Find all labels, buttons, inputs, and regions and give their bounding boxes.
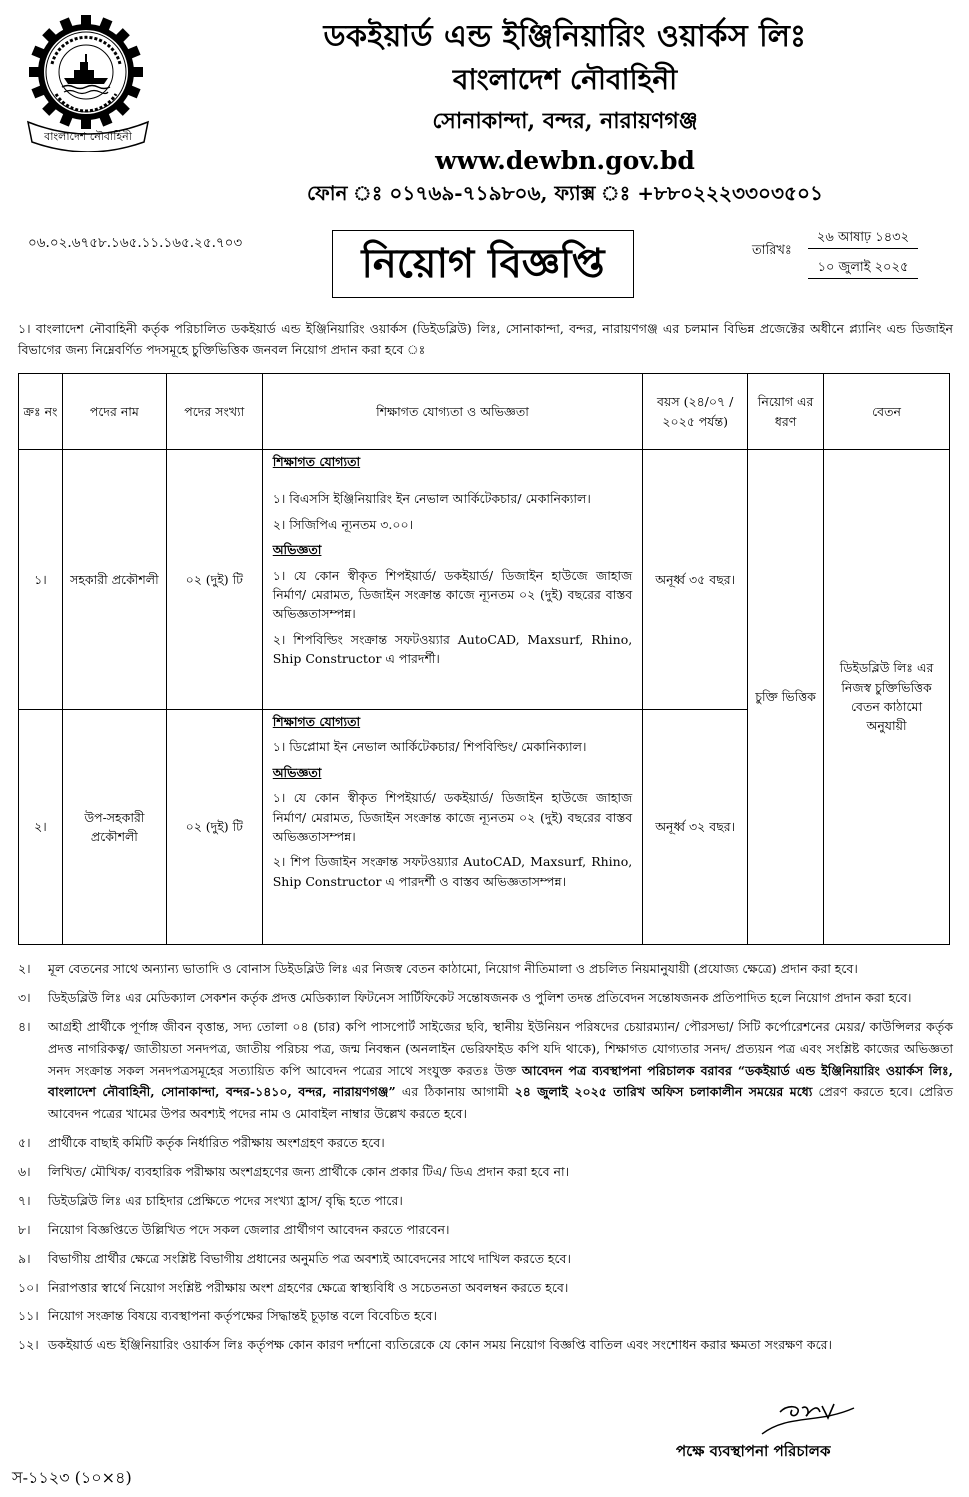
logo-banner-text: বাংলাদেশ নৌবাহিনী	[44, 130, 132, 143]
note-number: ১০।	[18, 1279, 39, 1295]
list-item	[18, 1305, 953, 1327]
note-text-part: এর ঠিকানায় আগামী	[401, 1084, 509, 1100]
header-appointment-type: নিয়োগ এর ধরণ	[748, 374, 824, 450]
row-qualification	[262, 710, 643, 945]
table-row	[19, 450, 950, 710]
education-heading: শিক্ষাগত যোগ্যতা	[272, 454, 361, 469]
job-positions-table	[18, 373, 950, 945]
note-text: নিয়োগ সংক্রান্ত বিষয়ে ব্যবস্থাপনা কর্তৃপক্ষের সিদ্ধান্তই চূড়ান্ত বলে বিবেচিত হবে।	[48, 1308, 437, 1324]
education-item: ১। ডিপ্লোমা ইন নেভাল আর্কিটেকচার/ শিপবিল্ডিং/ মেকানিক্যাল।	[272, 739, 587, 755]
note-text: ডিইডব্লিউ লিঃ এর মেডিক্যাল সেকশন কর্তৃক প্রদত্ত মেডিক্যাল ফিটনেস সার্টিফিকেট সন্তোষজনক ও পুলিশ তদন্ত প্রতিবেদন সন্তোষজনক প্রতিপাদিত হলে নিয়োগ প্রদান করা হবে।	[48, 989, 912, 1005]
note-text-application	[48, 1016, 953, 1125]
header-serial: ক্রঃ নং	[19, 374, 63, 450]
list-item	[18, 1132, 953, 1154]
row-age: অনূর্ধ্ব ৩৫ বছর।	[643, 450, 748, 710]
experience-item: ২। শিপ ডিজাইন সংক্রান্ত সফটওয়্যার AutoCAD, Maxsurf, Rhino, Ship Constructor এ পারদর্শী ও বাস্তব অভিজ্ঞতাসম্পন্ন।	[272, 854, 633, 889]
note-number: ২।	[18, 961, 31, 976]
header-post-name: পদের নাম	[62, 374, 166, 450]
list-item	[18, 1161, 953, 1183]
note-text-part: আগ্রহী প্রার্থীকে পূর্ণাঙ্গ জীবন বৃত্তান্ত, সদ্য তোলা ০৪ (চার) কপি পাসপোর্ট সাইজের ছবি, স্থানীয় ইউনিয়ন পরিষদের চেয়ারম্যান/ পৌরসভা/ সিটি কর্পোরেশনের মেয়র/ কাউন্সিলর কর্তৃক প্রদত্ত নাগরিকত্ব/ জাতীয়তা সনদপত্র, জাতীয় পরিচয় পত্র, জন্ম নিবন্ধন (অনলাইন ভেরিফাইড কপি যদি থাকে), শিক্ষাগত যোগ্যতার সনদ/ প্রত্যয়ন পত্র এবং সংশ্লিষ্ট কাজের অভিজ্ঞতা সনদ সংক্রান্ত সকল সনদপত্রসমূহের সত্যায়িত কপি আবেদন পত্রের সাথে সংযুক্ত করতঃ উক্ত	[48, 1018, 953, 1078]
signatory-title: পক্ষে ব্যবস্থাপনা পরিচালক	[676, 1442, 831, 1460]
note-number: ৯।	[18, 1250, 31, 1266]
note-text-part: প্রেরণ করতে হবে। প্রেরিত আবেদন পত্রের খামের উপর অবশ্যই পদের নাম ও মোবাইল নাম্বার উল্লেখ করতে হবে।	[48, 1084, 953, 1122]
row-serial: ১।	[19, 450, 63, 710]
list-item	[18, 958, 953, 980]
note-text: বিভাগীয় প্রার্থীর ক্ষেত্রে সংশ্লিষ্ট বিভাগীয় প্রধানের অনুমতি পত্র অবশ্যই আবেদনের সাথে দাখিল করতে হবে।	[48, 1250, 571, 1266]
education-item: ১। বিএসসি ইঞ্জিনিয়ারিং ইন নেভাল আর্কিটেকচার/ মেকানিক্যাল।	[272, 491, 591, 507]
date-label: তারিখঃ	[752, 243, 792, 258]
note-number: ১২।	[18, 1337, 39, 1353]
education-heading: শিক্ষাগত যোগ্যতা	[272, 714, 361, 729]
header-qualification: শিক্ষাগত যোগ্যতা ও অভিজ্ঞতা	[262, 374, 643, 450]
experience-heading: অভিজ্ঞতা	[272, 764, 322, 780]
note-number: ১১।	[18, 1308, 39, 1324]
website-link[interactable]: www.dewbn.gov.bd	[435, 146, 695, 175]
table-header-row	[19, 374, 950, 450]
row-post-count: ০২ (দুই) টি	[166, 710, 262, 945]
organization-address: সোনাকান্দা, বন্দর, নারায়ণগঞ্জ	[432, 108, 698, 134]
row-qualification	[262, 450, 643, 710]
experience-item: ২। শিপবিল্ডিং সংক্রান্ত সফটওয়্যার AutoCAD, Maxsurf, Rhino, Ship Constructor এ পারদর্শী।	[272, 631, 633, 666]
header-post-count: পদের সংখ্যা	[166, 374, 262, 450]
note-number: ৪।	[18, 1018, 31, 1034]
navy-name: বাংলাদেশ নৌবাহিনী	[452, 63, 678, 96]
list-item	[18, 987, 953, 1009]
list-item	[18, 1190, 953, 1212]
education-item: ২। সিজিপিএ ন্যূনতম ৩.০০।	[272, 516, 414, 532]
note-text: মূল বেতনের সাথে অন্যান্য ভাতাদি ও বোনাস ডিইডব্লিউ লিঃ এর নিজস্ব বেতন কাঠামো, নিয়োগ নীতিমালা ও প্রচলিত নিয়মানুযায়ী (প্রযোজ্য ক্ষেত্রে) প্রদান করা হবে।	[48, 961, 858, 976]
appointment-type: চুক্তি ভিত্তিক	[748, 450, 824, 945]
list-item	[18, 1277, 953, 1299]
note-text: প্রার্থীকে বাছাই কমিটি কর্তৃক নির্ধারিত পরীক্ষায় অংশগ্রহণ করতে হবে।	[48, 1135, 385, 1151]
list-item	[18, 1219, 953, 1241]
date-english: ১০ জুলাই ২০২৫	[808, 258, 918, 279]
list-item	[18, 1248, 953, 1270]
note-deadline: ২৪ জুলাই ২০২৫ তারিখ অফিস চলাকালীন সময়ের মধ্যে	[514, 1084, 813, 1100]
note-text: নিরাপত্তার স্বার্থে নিয়োগ সংশ্লিষ্ট পরীক্ষায় অংশ গ্রহণের ক্ষেত্রে স্বাস্থ্যবিধি ও সচেতনতা অবলম্বন করতে হবে।	[48, 1279, 569, 1295]
list-item	[18, 1016, 953, 1125]
note-text: লিখিত/ মৌখিক/ ব্যবহারিক পরীক্ষায় অংশগ্রহণের জন্য প্রার্থীকে কোন প্রকার টিএ/ ডিএ প্রদান করা হবে না।	[48, 1164, 570, 1179]
notice-terms-list	[18, 958, 953, 1363]
note-number: ৮।	[18, 1221, 31, 1237]
note-number: ৬।	[18, 1164, 31, 1179]
note-text: ডকইয়ার্ড এন্ড ইঞ্জিনিয়ারিং ওয়ার্কস লিঃ কর্তৃপক্ষ কোন কারণ দর্শানো ব্যতিরেকে যে কোন সময় নিয়োগ বিজ্ঞপ্তি বাতিল এবং সংশোধন করার ক্ষমতা সংরক্ষণ করে।	[48, 1337, 832, 1353]
note-number: ৩।	[18, 989, 31, 1005]
note-application-address: আবেদন পত্র ব্যবস্থাপনা পরিচালক বরাবর “ডকইয়ার্ড এন্ড ইঞ্জিনিয়ারিং ওয়ার্কস লিঃ, বাংলাদেশ নৌবাহিনী, সোনাকান্দা, বন্দর-১৪১০, বন্দর, নারায়ণগঞ্জ”	[48, 1062, 953, 1100]
note-number: ৭।	[18, 1192, 31, 1208]
note-text: নিয়োগ বিজ্ঞপ্তিতে উল্লিখিত পদে সকল জেলার প্রার্থীগণ আবেদন করতে পারবেন।	[48, 1221, 450, 1237]
row-serial: ২।	[19, 710, 63, 945]
reference-code: স-১১২৩ (১০×৪)	[12, 1468, 132, 1487]
row-post-count: ০২ (দুই) টি	[166, 450, 262, 710]
notice-title: নিয়োগ বিজ্ঞপ্তি	[332, 230, 634, 298]
navy-dockyard-emblem-icon	[22, 14, 160, 152]
handwritten-signature-icon	[758, 1400, 858, 1436]
date-bangla: ২৬ আষাঢ় ১৪৩২	[808, 228, 918, 249]
header-salary: বেতন	[824, 374, 950, 450]
header-age: বয়স (২৪/০৭ /২০২৫ পর্যন্ত)	[643, 374, 748, 450]
contact-phone-fax: ফোন ঃ ০১৭৬৯-৭১৯৮০৬, ফ্যাক্স ঃ +৮৮০২২২৩৩০৩৫০১	[306, 181, 823, 205]
row-post-name: উপ-সহকারী প্রকৌশলী	[62, 710, 166, 945]
experience-item: ১। যে কোন স্বীকৃত শিপইয়ার্ড/ ডকইয়ার্ড/ ডিজাইন হাউজে জাহাজ নির্মাণ/ মেরামত, ডিজাইন সংক্রান্ত কাজে ন্যূনতম ০২ (দুই) বছরের বাস্তব অভিজ্ঞতাসম্পন্ন।	[272, 567, 633, 622]
row-age: অনূর্ধ্ব ৩২ বছর।	[643, 710, 748, 945]
experience-item: ১। যে কোন স্বীকৃত শিপইয়ার্ড/ ডকইয়ার্ড/ ডিজাইন হাউজে জাহাজ নির্মাণ/ মেরামত, ডিজাইন সংক্রান্ত কাজে ন্যূনতম ০২ (দুই) বছরের বাস্তব অভিজ্ঞতাসম্পন্ন।	[272, 790, 633, 844]
note-number: ৫।	[18, 1135, 31, 1151]
intro-paragraph: ১। বাংলাদেশ নৌবাহিনী কর্তৃক পরিচালিত ডকইয়ার্ড এন্ড ইঞ্জিনিয়ারিং ওয়ার্কস (ডিইডব্লিউ) লিঃ, সোনাকান্দা, বন্দর, নারায়ণগঞ্জ এর চলমান বিভিন্ন প্রজেক্টের অধীনে প্ল্যানিং এন্ড ডিজাইন বিভাগের জন্য নিম্নেবর্ণিত পদসমূহে চুক্তিভিত্তিক জনবল নিয়োগ প্রদান করা হবে ঃ	[18, 321, 953, 358]
row-post-name: সহকারী প্রকৌশলী	[62, 450, 166, 710]
memo-number: ০৬.০২.৬৭৫৮.১৬৫.১১.১৬৫.২৫.৭০৩	[28, 235, 243, 251]
note-text: ডিইডব্লিউ লিঃ এর চাহিদার প্রেক্ষিতে পদের সংখ্যা হ্রাস/ বৃদ্ধি হতে পারে।	[48, 1192, 403, 1208]
salary-info: ডিইডব্লিউ লিঃ এর নিজস্ব চুক্তিভিত্তিক বেতন কাঠামো অনুযায়ী	[824, 450, 950, 945]
list-item	[18, 1334, 953, 1356]
experience-heading: অভিজ্ঞতা	[272, 542, 322, 558]
organization-name: ডকইয়ার্ড এন্ড ইঞ্জিনিয়ারিং ওয়ার্কস লিঃ	[323, 19, 807, 54]
